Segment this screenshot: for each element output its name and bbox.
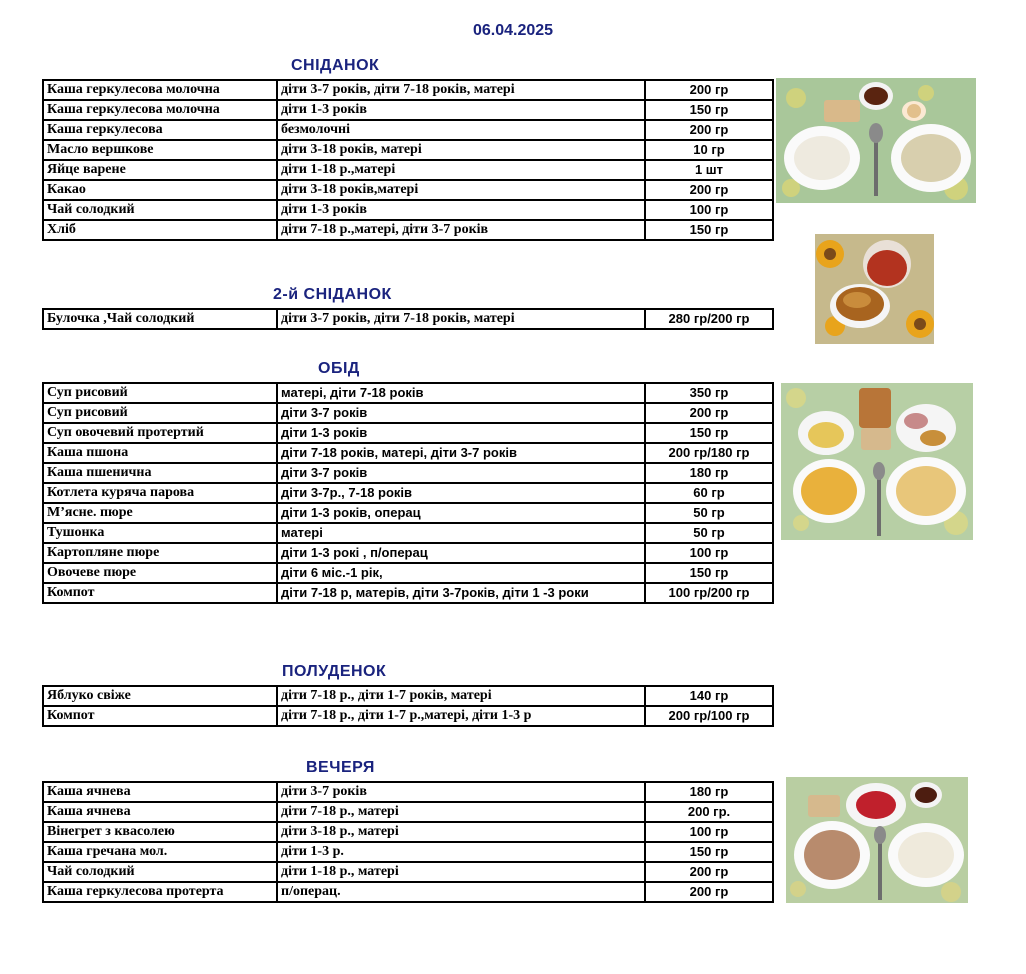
dish-cell: Суп рисовий: [43, 403, 277, 423]
who-cell: п/операц.: [277, 882, 645, 902]
who-cell: діти 7-18 р., діти 1-7 р.,матері, діти 1-3 р: [277, 706, 645, 726]
who-cell: діти 3-7 років, діти 7-18 років, матері: [277, 80, 645, 100]
who-cell: діти 3-7 років: [277, 403, 645, 423]
who-cell: матері: [277, 523, 645, 543]
who-cell: діти 1-18 р., матері: [277, 862, 645, 882]
amount-cell: 150 гр: [645, 423, 773, 443]
dish-cell: Каша пшона: [43, 443, 277, 463]
table-row: [43, 200, 773, 220]
section-title-second-breakfast: 2-й СНІДАНОК: [273, 286, 392, 303]
amount-cell: 200 гр: [645, 882, 773, 902]
dish-cell: Каша геркулесова молочна: [43, 100, 277, 120]
dish-cell: Яйце варене: [43, 160, 277, 180]
who-cell: діти 1-3 років: [277, 200, 645, 220]
dish-cell: М’ясне. пюре: [43, 503, 277, 523]
table-row: [43, 383, 773, 403]
dish-cell: Овочеве пюре: [43, 563, 277, 583]
dish-cell: Картопляне пюре: [43, 543, 277, 563]
amount-cell: 200 гр: [645, 80, 773, 100]
who-cell: безмолочні: [277, 120, 645, 140]
snack-rows: [43, 686, 773, 726]
table-row: [43, 80, 773, 100]
amount-cell: 200 гр.: [645, 802, 773, 822]
second-breakfast-photo: [815, 234, 934, 344]
section-title-breakfast: СНІДАНОК: [291, 57, 380, 74]
table-row: [43, 503, 773, 523]
table-row: [43, 882, 773, 902]
dish-cell: Каша гречана мол.: [43, 842, 277, 862]
table-row: [43, 523, 773, 543]
dish-cell: Яблуко свіже: [43, 686, 277, 706]
table-row: [43, 862, 773, 882]
who-cell: діти 3-18 р., матері: [277, 822, 645, 842]
table-row: [43, 822, 773, 842]
who-cell: діти 3-18 років, матері: [277, 140, 645, 160]
dish-cell: Каша пшенична: [43, 463, 277, 483]
amount-cell: 10 гр: [645, 140, 773, 160]
dish-cell: Каша геркулесова: [43, 120, 277, 140]
who-cell: діти 7-18 р., діти 1-7 років, матері: [277, 686, 645, 706]
dish-cell: Компот: [43, 583, 277, 603]
section-title-dinner: ВЕЧЕРЯ: [306, 759, 375, 776]
dish-cell: Масло вершкове: [43, 140, 277, 160]
who-cell: діти 1-3 років, операц: [277, 503, 645, 523]
table-row: [43, 423, 773, 443]
amount-cell: 200 гр: [645, 120, 773, 140]
amount-cell: 60 гр: [645, 483, 773, 503]
amount-cell: 100 гр/200 гр: [645, 583, 773, 603]
who-cell: матері, діти 7-18 років: [277, 383, 645, 403]
amount-cell: 200 гр: [645, 862, 773, 882]
table-row: [43, 782, 773, 802]
who-cell: діти 3-7 років: [277, 782, 645, 802]
dish-cell: Вінегрет з квасолею: [43, 822, 277, 842]
amount-cell: 280 гр/200 гр: [645, 309, 773, 329]
dish-cell: Каша геркулесова протерта: [43, 882, 277, 902]
who-cell: діти 6 міс.-1 рік,: [277, 563, 645, 583]
dish-cell: Компот: [43, 706, 277, 726]
amount-cell: 350 гр: [645, 383, 773, 403]
snack-table: [42, 685, 774, 727]
table-row: [43, 463, 773, 483]
who-cell: діти 3-18 років,матері: [277, 180, 645, 200]
amount-cell: 150 гр: [645, 842, 773, 862]
menu-date: 06.04.2025: [472, 22, 554, 39]
who-cell: діти 7-18 років, матері, діти 3-7 років: [277, 443, 645, 463]
who-cell: діти 3-7 років, діти 7-18 років, матері: [277, 309, 645, 329]
amount-cell: 50 гр: [645, 503, 773, 523]
dish-cell: Каша ячнева: [43, 782, 277, 802]
dish-cell: Чай солодкий: [43, 862, 277, 882]
who-cell: діти 1-3 рокі , п/операц: [277, 543, 645, 563]
table-row: [43, 403, 773, 423]
amount-cell: 200 гр/180 гр: [645, 443, 773, 463]
section-title-snack: ПОЛУДЕНОК: [282, 663, 387, 680]
who-cell: діти 1-18 р.,матері: [277, 160, 645, 180]
table-row: [43, 706, 773, 726]
dish-cell: Тушонка: [43, 523, 277, 543]
lunch-photo: [781, 383, 973, 540]
dish-cell: Булочка ,Чай солодкий: [43, 309, 277, 329]
dish-cell: Суп рисовий: [43, 383, 277, 403]
dinner-photo: [786, 777, 968, 903]
who-cell: діти 7-18 р.,матері, діти 3-7 років: [277, 220, 645, 240]
dinner-table: [42, 781, 774, 903]
section-title-lunch: ОБІД: [318, 360, 360, 377]
dish-cell: Котлета куряча парова: [43, 483, 277, 503]
breakfast-photo: [776, 78, 976, 203]
table-row: [43, 180, 773, 200]
table-row: [43, 583, 773, 603]
who-cell: діти 1-3 років: [277, 100, 645, 120]
amount-cell: 100 гр: [645, 543, 773, 563]
breakfast-table: [42, 79, 774, 241]
amount-cell: 180 гр: [645, 463, 773, 483]
dish-cell: Хліб: [43, 220, 277, 240]
amount-cell: 150 гр: [645, 563, 773, 583]
amount-cell: 150 гр: [645, 100, 773, 120]
amount-cell: 200 гр/100 гр: [645, 706, 773, 726]
amount-cell: 150 гр: [645, 220, 773, 240]
table-row: [43, 563, 773, 583]
table-row: [43, 120, 773, 140]
dish-cell: Какао: [43, 180, 277, 200]
amount-cell: 50 гр: [645, 523, 773, 543]
dish-cell: Каша ячнева: [43, 802, 277, 822]
amount-cell: 140 гр: [645, 686, 773, 706]
amount-cell: 1 шт: [645, 160, 773, 180]
who-cell: діти 7-18 р., матері: [277, 802, 645, 822]
table-row: [43, 686, 773, 706]
who-cell: діти 1-3 р.: [277, 842, 645, 862]
second-breakfast-rows: [43, 309, 773, 329]
amount-cell: 200 гр: [645, 180, 773, 200]
dinner-rows: [43, 782, 773, 902]
dish-cell: Чай солодкий: [43, 200, 277, 220]
amount-cell: 100 гр: [645, 822, 773, 842]
breakfast-rows: [43, 80, 773, 240]
dish-cell: Суп овочевий протертий: [43, 423, 277, 443]
amount-cell: 180 гр: [645, 782, 773, 802]
table-row: [43, 543, 773, 563]
who-cell: діти 1-3 років: [277, 423, 645, 443]
table-row: [43, 842, 773, 862]
who-cell: діти 7-18 р, матерів, діти 3-7років, діти 1 -3 роки: [277, 583, 645, 603]
table-row: [43, 802, 773, 822]
table-row: [43, 309, 773, 329]
table-row: [43, 100, 773, 120]
dish-cell: Каша геркулесова молочна: [43, 80, 277, 100]
table-row: [43, 443, 773, 463]
amount-cell: 100 гр: [645, 200, 773, 220]
table-row: [43, 220, 773, 240]
who-cell: діти 3-7 років: [277, 463, 645, 483]
table-row: [43, 483, 773, 503]
lunch-table: [42, 382, 774, 604]
who-cell: діти 3-7р., 7-18 років: [277, 483, 645, 503]
table-row: [43, 140, 773, 160]
lunch-rows: [43, 383, 773, 603]
second-breakfast-table: [42, 308, 774, 330]
table-row: [43, 160, 773, 180]
amount-cell: 200 гр: [645, 403, 773, 423]
